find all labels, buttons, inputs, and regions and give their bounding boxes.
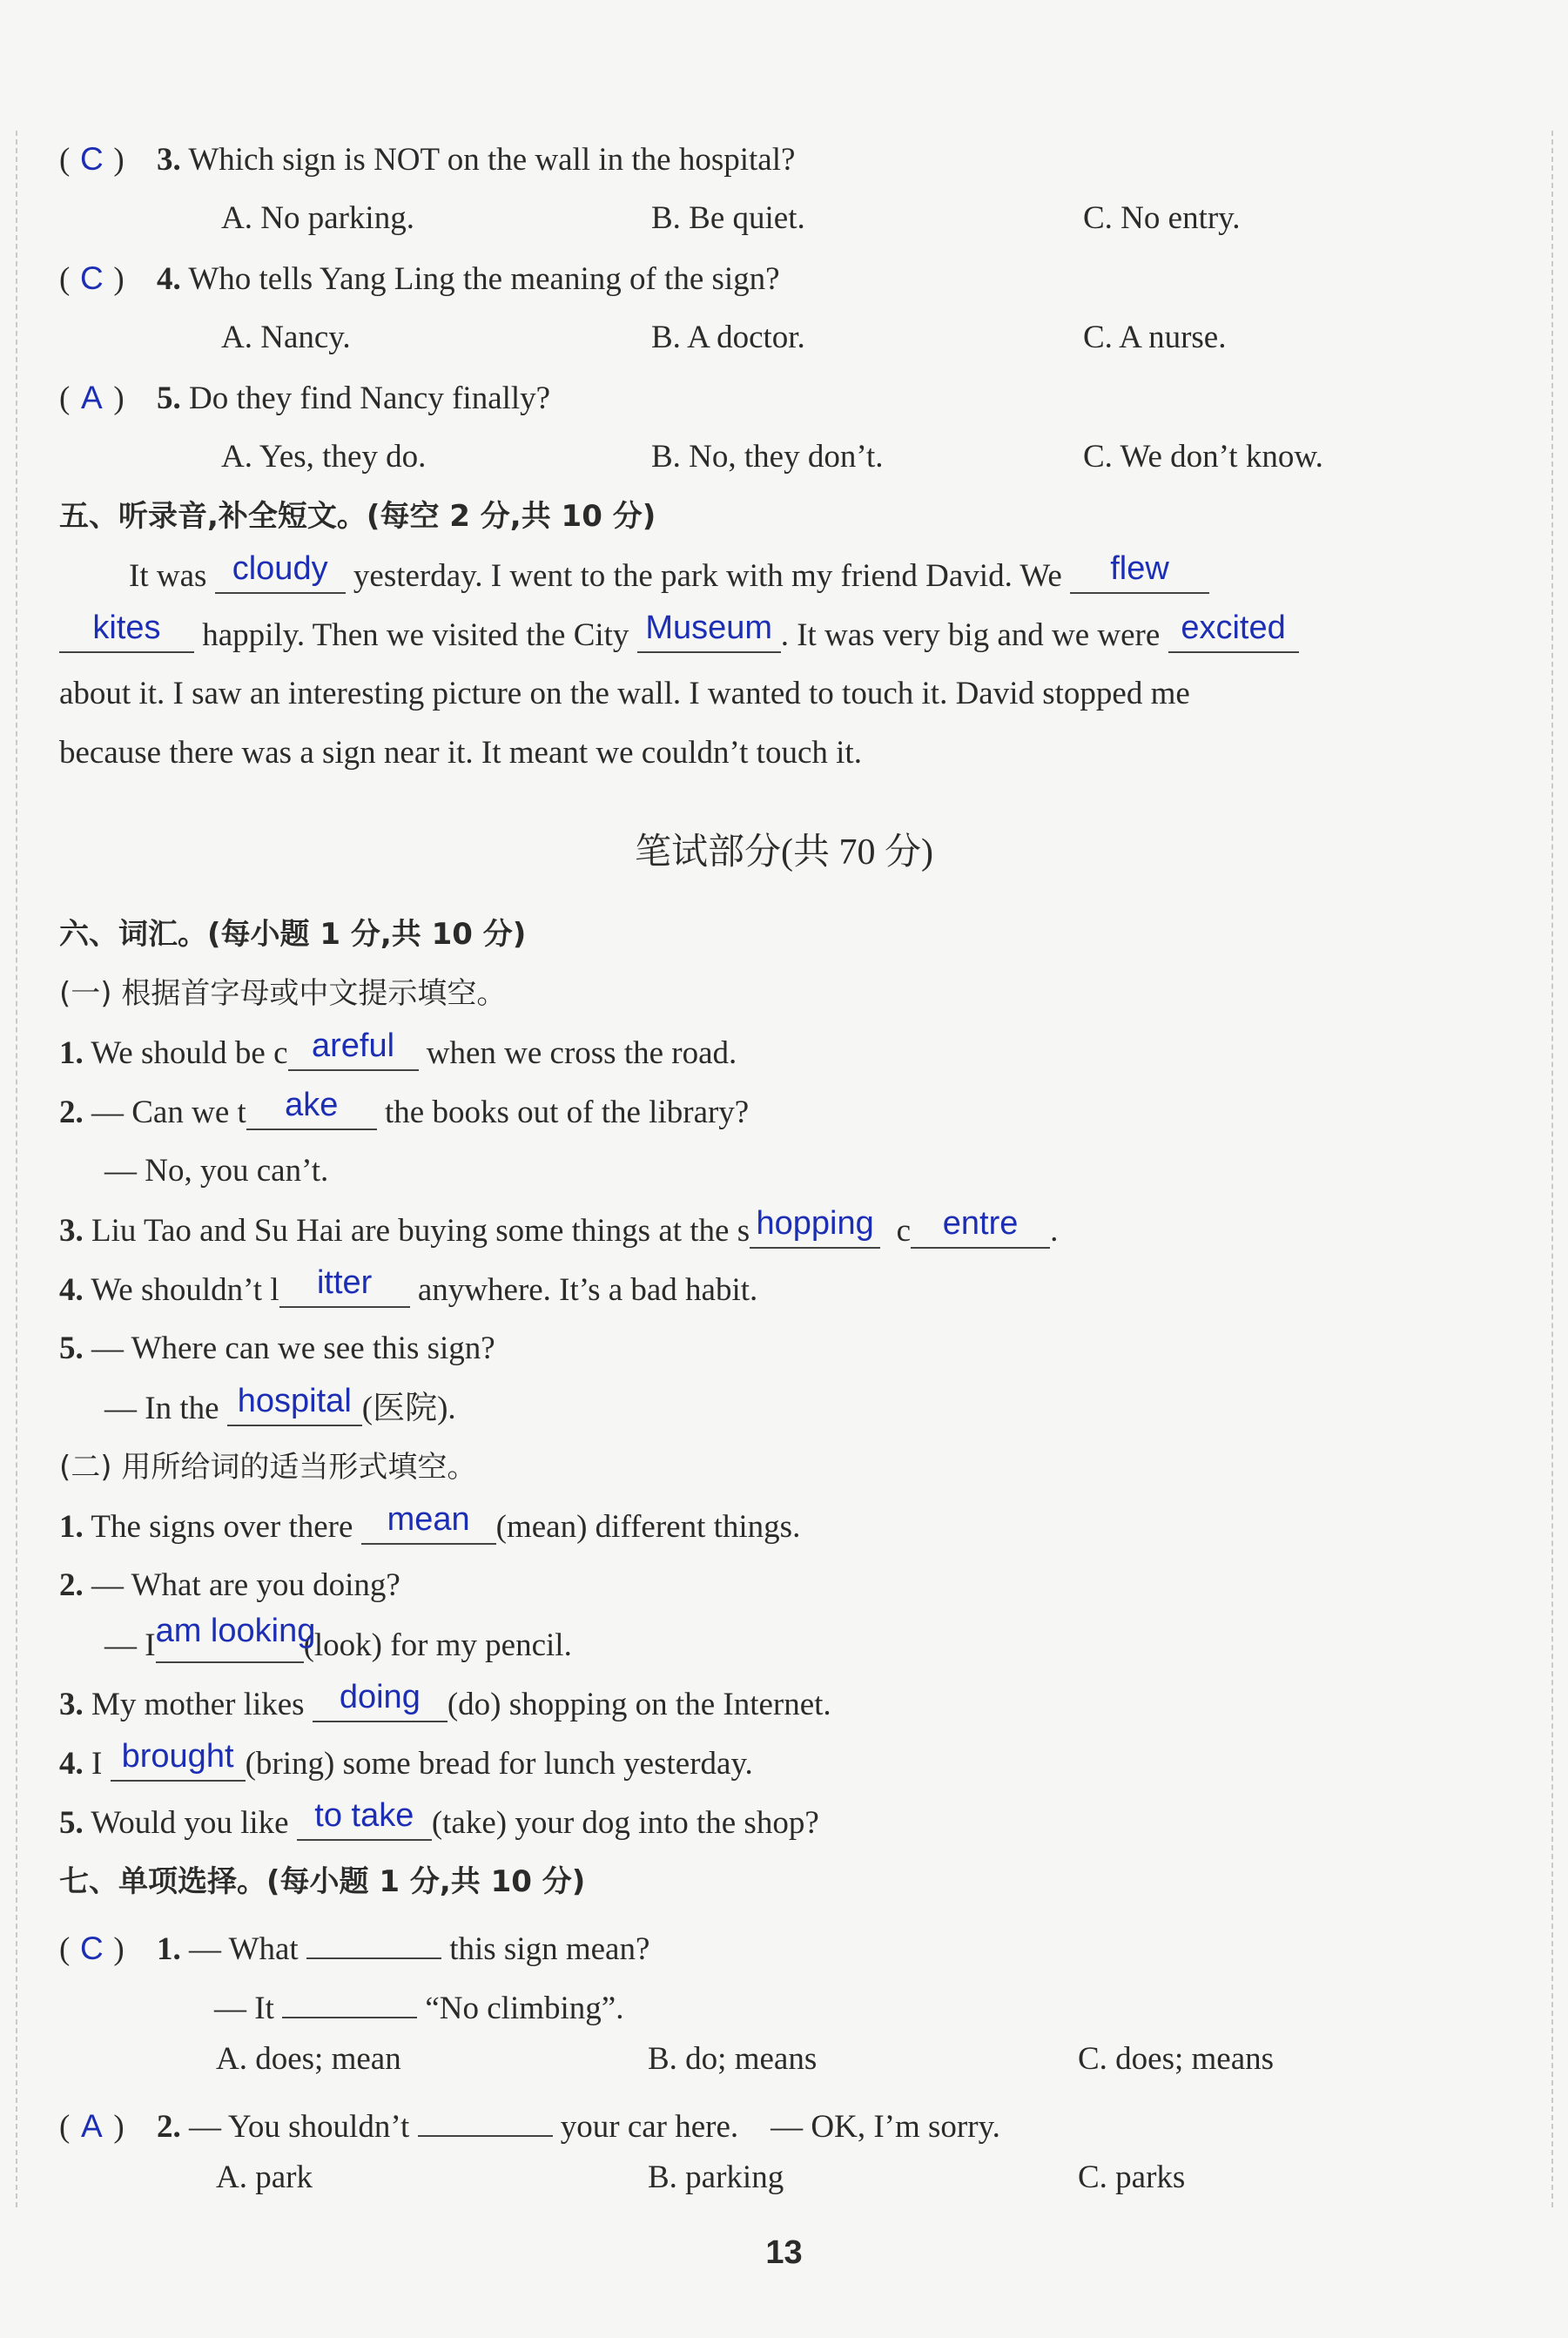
- passage-line: because there was a sign near it. It meant we couldn’t touch it.: [59, 735, 862, 771]
- mc-question: ( C ) 1. — What this sign mean?: [59, 1921, 649, 1970]
- vocab-item: 4. We shouldn’t l itter anywhere. It’s a bad habit.: [59, 1264, 758, 1308]
- vocab-item: 3. Liu Tao and Su Hai are buying some things at the s hopping c entre .: [59, 1205, 1059, 1249]
- section-heading: 七、单项选择。(每小题 1 分,共 10 分): [59, 1864, 586, 1899]
- passage-line: It was cloudy yesterday. I went to the park with my friend David. We flew: [129, 556, 1209, 596]
- form-reply: — Iam looking(look) for my pencil.: [104, 1613, 572, 1663]
- answer-blank: hopping: [750, 1210, 880, 1249]
- answer-blank: kites: [59, 615, 194, 653]
- vocab-item: 5. — Where can we see this sign?: [59, 1331, 495, 1366]
- question-row: ( A ) 5. Do they find Nancy finally?: [59, 380, 551, 416]
- mc-question-line: — It “No climbing”.: [214, 1980, 623, 2029]
- section-heading: 六、词汇。(每小题 1 分,共 10 分): [59, 917, 527, 952]
- mc-question: ( A ) 2. — You shouldn’t your car here. — OK, I’m sorry.: [59, 2099, 1000, 2147]
- form-item: 3. My mother likes doing (do) shopping on the Internet.: [59, 1679, 831, 1722]
- left-margin-line: [16, 131, 17, 2207]
- answer-mark: A: [80, 380, 103, 415]
- written-part-title: 笔试部分(共 70 分): [635, 830, 933, 873]
- answer-mark: C: [79, 1930, 104, 1966]
- vocab-item: 2. — Can we t ake the books out of the library?: [59, 1087, 750, 1130]
- form-item: 5. Would you like to take (take) your dog into the shop?: [59, 1797, 819, 1841]
- answer-blank: excited: [1168, 615, 1299, 653]
- answer-blank: entre: [911, 1210, 1050, 1249]
- passage-line: about it. I saw an interesting picture on the wall. I wanted to touch it. David stopped me: [59, 676, 1190, 711]
- answer-blank: am looking: [156, 1625, 304, 1663]
- answer-blank: cloudy: [215, 556, 346, 594]
- question-row: ( C ) 3. Which sign is NOT on the wall in the hospital?: [59, 141, 796, 178]
- vocab-item: 1. We should be c areful when we cross the road.: [59, 1028, 737, 1071]
- answer-blank: to take: [297, 1802, 432, 1841]
- passage-line: kites happily. Then we visited the City Museum . It was very big and we were excited: [59, 615, 1299, 656]
- answer-blank: flew: [1070, 556, 1209, 594]
- subsection-heading: (一) 根据首字母或中文提示填空。: [59, 976, 507, 1011]
- page-number: 13: [765, 2234, 803, 2271]
- right-margin-line: [1551, 131, 1553, 2207]
- answer-blank: doing: [313, 1684, 448, 1722]
- answer-blank: [418, 2099, 553, 2137]
- answer-blank: areful: [288, 1033, 419, 1071]
- answer-blank: [282, 1980, 417, 2018]
- answer-mark: C: [79, 260, 104, 296]
- question-row: ( C ) 4. Who tells Yang Ling the meaning of the sign?: [59, 260, 780, 297]
- subsection-heading: (二) 用所给词的适当形式填空。: [59, 1450, 477, 1485]
- answer-blank: mean: [361, 1506, 496, 1545]
- form-item: 1. The signs over there mean (mean) different things.: [59, 1501, 801, 1545]
- vocab-reply: — In the hospital (医院).: [104, 1383, 456, 1426]
- section-heading: 五、听录音,补全短文。(每空 2 分,共 10 分): [59, 499, 656, 534]
- answer-blank: hospital: [227, 1388, 362, 1426]
- answer-blank: Museum: [637, 615, 781, 653]
- answer-mark: A: [80, 2108, 103, 2144]
- form-item: 2. — What are you doing?: [59, 1567, 400, 1603]
- answer-blank: [306, 1921, 441, 1959]
- answer-blank: itter: [279, 1270, 410, 1308]
- worksheet-page: ( C ) 3. Which sign is NOT on the wall in the hospital? A. No parking. B. Be quiet. C. No entry. ( C ) 4. Who tells Yang Ling the meaning of the sign? A. Nancy. B. A doctor. C. A nurse. ( A ) 5. Do they find Nancy finally? A. Yes, they do. B. No, they don’t. C. We don’t know. 五、听录音,补全短文。(每空 2 分,共 10 分) It was cloudy yesterday. I went to the park with my friend David. We flew kites happily. Then we visited the City Museum . It was very big and we were excited about it. I saw an interesting picture on the wall. I wanted to touch it. David stopped me because there was a sign near it. It meant we couldn’t touch it. 笔试部分(共 70 分) 六、词汇。(每小题 1 分,共 10 分) (一) 根据首字母或中文提示填空。 1. We should be c areful when we cross the road. 2. — Can we t ake the books out of the library? — No, you can’t. 3. Liu Tao and Su Hai are buying some things at the s hopping c entre . 4. We shouldn’t l itter anywhere. It’s a bad habit. 5. — Where can we see this sign? — In the hospital (医院). (二) 用所给词的适当形式填空。 1. The signs over there mean (mean) different things. 2. — What are you doing? — Iam looking(look) for my pencil. 3. My mother likes doing (do) shopping on the Internet. 4. I brought (bring) some bread for lunch yesterday. 5. Would you like to take (take) your dog into the shop? 七、单项选择。(每小题 1 分,共 10 分) ( C ) 1. — What this sign mean? — It “No climbing”. A. does; mean B. do; means C. does; means ( A ) 2. — You shouldn’t your car here. — OK, I’m sorry. A. park B. parking C. parks 13: [0, 0, 1568, 2338]
- answer-mark: C: [79, 141, 104, 177]
- vocab-reply: — No, you can’t.: [104, 1153, 329, 1189]
- form-item: 4. I brought (bring) some bread for lunch yesterday.: [59, 1738, 753, 1782]
- answer-blank: ake: [246, 1092, 377, 1130]
- answer-blank: brought: [111, 1743, 246, 1782]
